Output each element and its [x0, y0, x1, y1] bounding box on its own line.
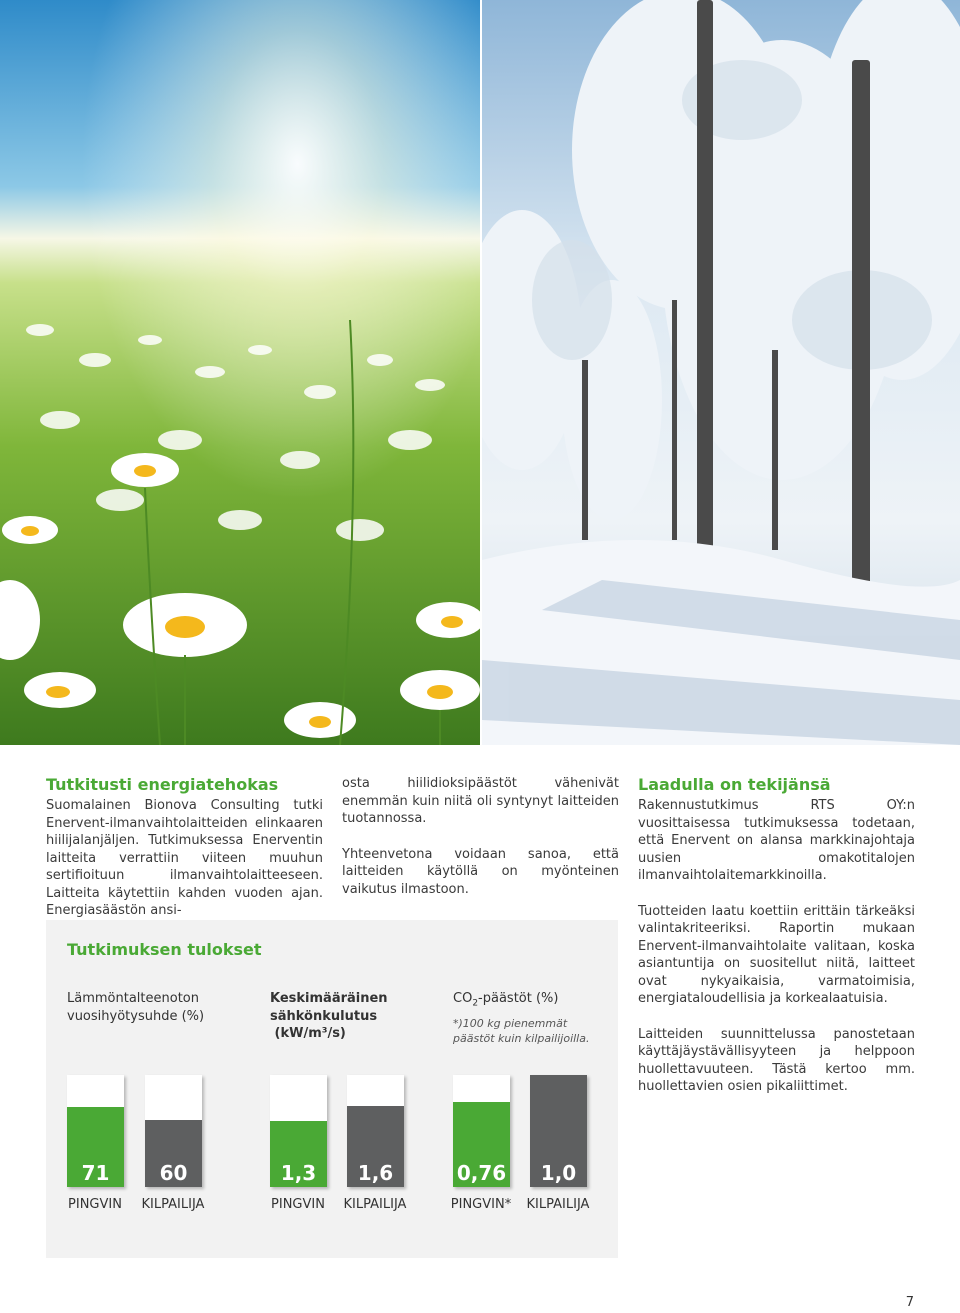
bar-category-label: PINGVIN	[271, 1197, 325, 1212]
bar-value-label: 60	[159, 1161, 188, 1185]
bar-value-label: 1,6	[357, 1161, 394, 1185]
results-title: Tutkimuksen tulokset	[67, 940, 262, 959]
metric-label-co2	[453, 990, 558, 1013]
bar-category-label: PINGVIN*	[450, 1197, 512, 1212]
right-paragraph-2: Tuotteiden laatu koettiin erittäin tärkeäksi valintakriteeriksi. Raportin mukaan Enervent-ilmanvaihtolaite valitaan, koska asiantuntija on suositellut niitä, laitteet ovat nykyaikaisia, varmatoimisia, energiataloudellisia ja korkealaatuisia.	[638, 903, 915, 1006]
meadow-photo	[0, 0, 480, 745]
co2-footnote	[453, 1016, 589, 1046]
co2-footnote-line: päästöt kuin kilpailijoilla.	[453, 1032, 590, 1045]
bar-slot	[453, 1075, 510, 1187]
metric-label-line: vuosihyötysuhde (%)	[67, 1008, 205, 1024]
section-heading-quality: Laadulla on tekijänsä	[638, 775, 831, 794]
bar-slot	[145, 1075, 202, 1187]
metric-label-line: sähkönkulutus	[270, 1008, 378, 1024]
left-column	[46, 775, 323, 938]
bar-value-label: 71	[81, 1161, 110, 1185]
bar-value-label: 1,0	[540, 1161, 577, 1185]
co2-footnote-line: *)100 kg pienemmät	[453, 1017, 568, 1030]
bar-slot	[270, 1075, 327, 1187]
right-paragraph-1: Rakennustutkimus RTS OY:n vuosittaisessa tutkimuksessa todetaan, että Enervent on alansa markkinajohtaja uusien omakotitalojen ilmanvaihtolaitemarkkinoilla.	[638, 798, 915, 883]
bar-value-label: 0,76	[456, 1161, 507, 1185]
co2-label-rest: -päästöt (%)	[478, 991, 559, 1006]
middle-paragraph-1: osta hiilidioksipäästöt vähenivät enemmän kuin niitä oli syntynyt laitteiden tuotannossa.	[342, 776, 619, 826]
right-column	[638, 775, 915, 1114]
bar-slot	[347, 1075, 404, 1187]
middle-column	[342, 775, 619, 916]
right-paragraph-3: Laitteiden suunnittelussa panostetaan käyttäjäystävällisyyteen ja helppoon huollettavuuteen. Tästä kertoo mm. huollettavien osien pikaliittimet.	[638, 1026, 915, 1094]
metric-label-line: (kW/m³/s)	[270, 1026, 346, 1041]
bar-slot	[530, 1075, 587, 1187]
metric-label-heat-recovery	[67, 990, 204, 1025]
results-panel	[46, 920, 618, 1258]
middle-paragraph-2: Yhteenvetona voidaan sanoa, että laitteiden käytöllä on myönteinen vaikutus ilmastoon.	[342, 846, 619, 897]
metric-label-line: Lämmöntalteenoton	[67, 991, 199, 1006]
bar-category-label: PINGVIN	[68, 1197, 122, 1212]
metric-label-line: Keskimääräinen	[270, 991, 388, 1006]
bar-value-label: 1,3	[280, 1161, 317, 1185]
bar-slot	[67, 1075, 124, 1187]
bar-category-label: KILPAILIJA	[141, 1197, 205, 1212]
co2-label-subscript: 2	[472, 998, 479, 1009]
bar-category-label: KILPAILIJA	[343, 1197, 407, 1212]
co2-label-main: CO	[453, 991, 473, 1006]
bar-category-label: KILPAILIJA	[526, 1197, 590, 1212]
page-number: 7	[905, 1295, 914, 1310]
snowy-forest-photo	[482, 0, 960, 745]
metric-label-power-consumption	[270, 990, 388, 1043]
section-heading-energy: Tutkitusti energiatehokas	[46, 775, 279, 794]
left-body-text: Suomalainen Bionova Consulting tutki Enervent-ilmanvaihtolaitteiden elinkaaren hiilijalanjäljen. Tutkimuksessa Enerventin laitteita verrattiin viiteen muuhun sertifioituun ilmanvaihtolaitteeseen. Laitteita käytettiin kahden vuoden ajan. Energiasäästön ansi-	[46, 798, 323, 918]
